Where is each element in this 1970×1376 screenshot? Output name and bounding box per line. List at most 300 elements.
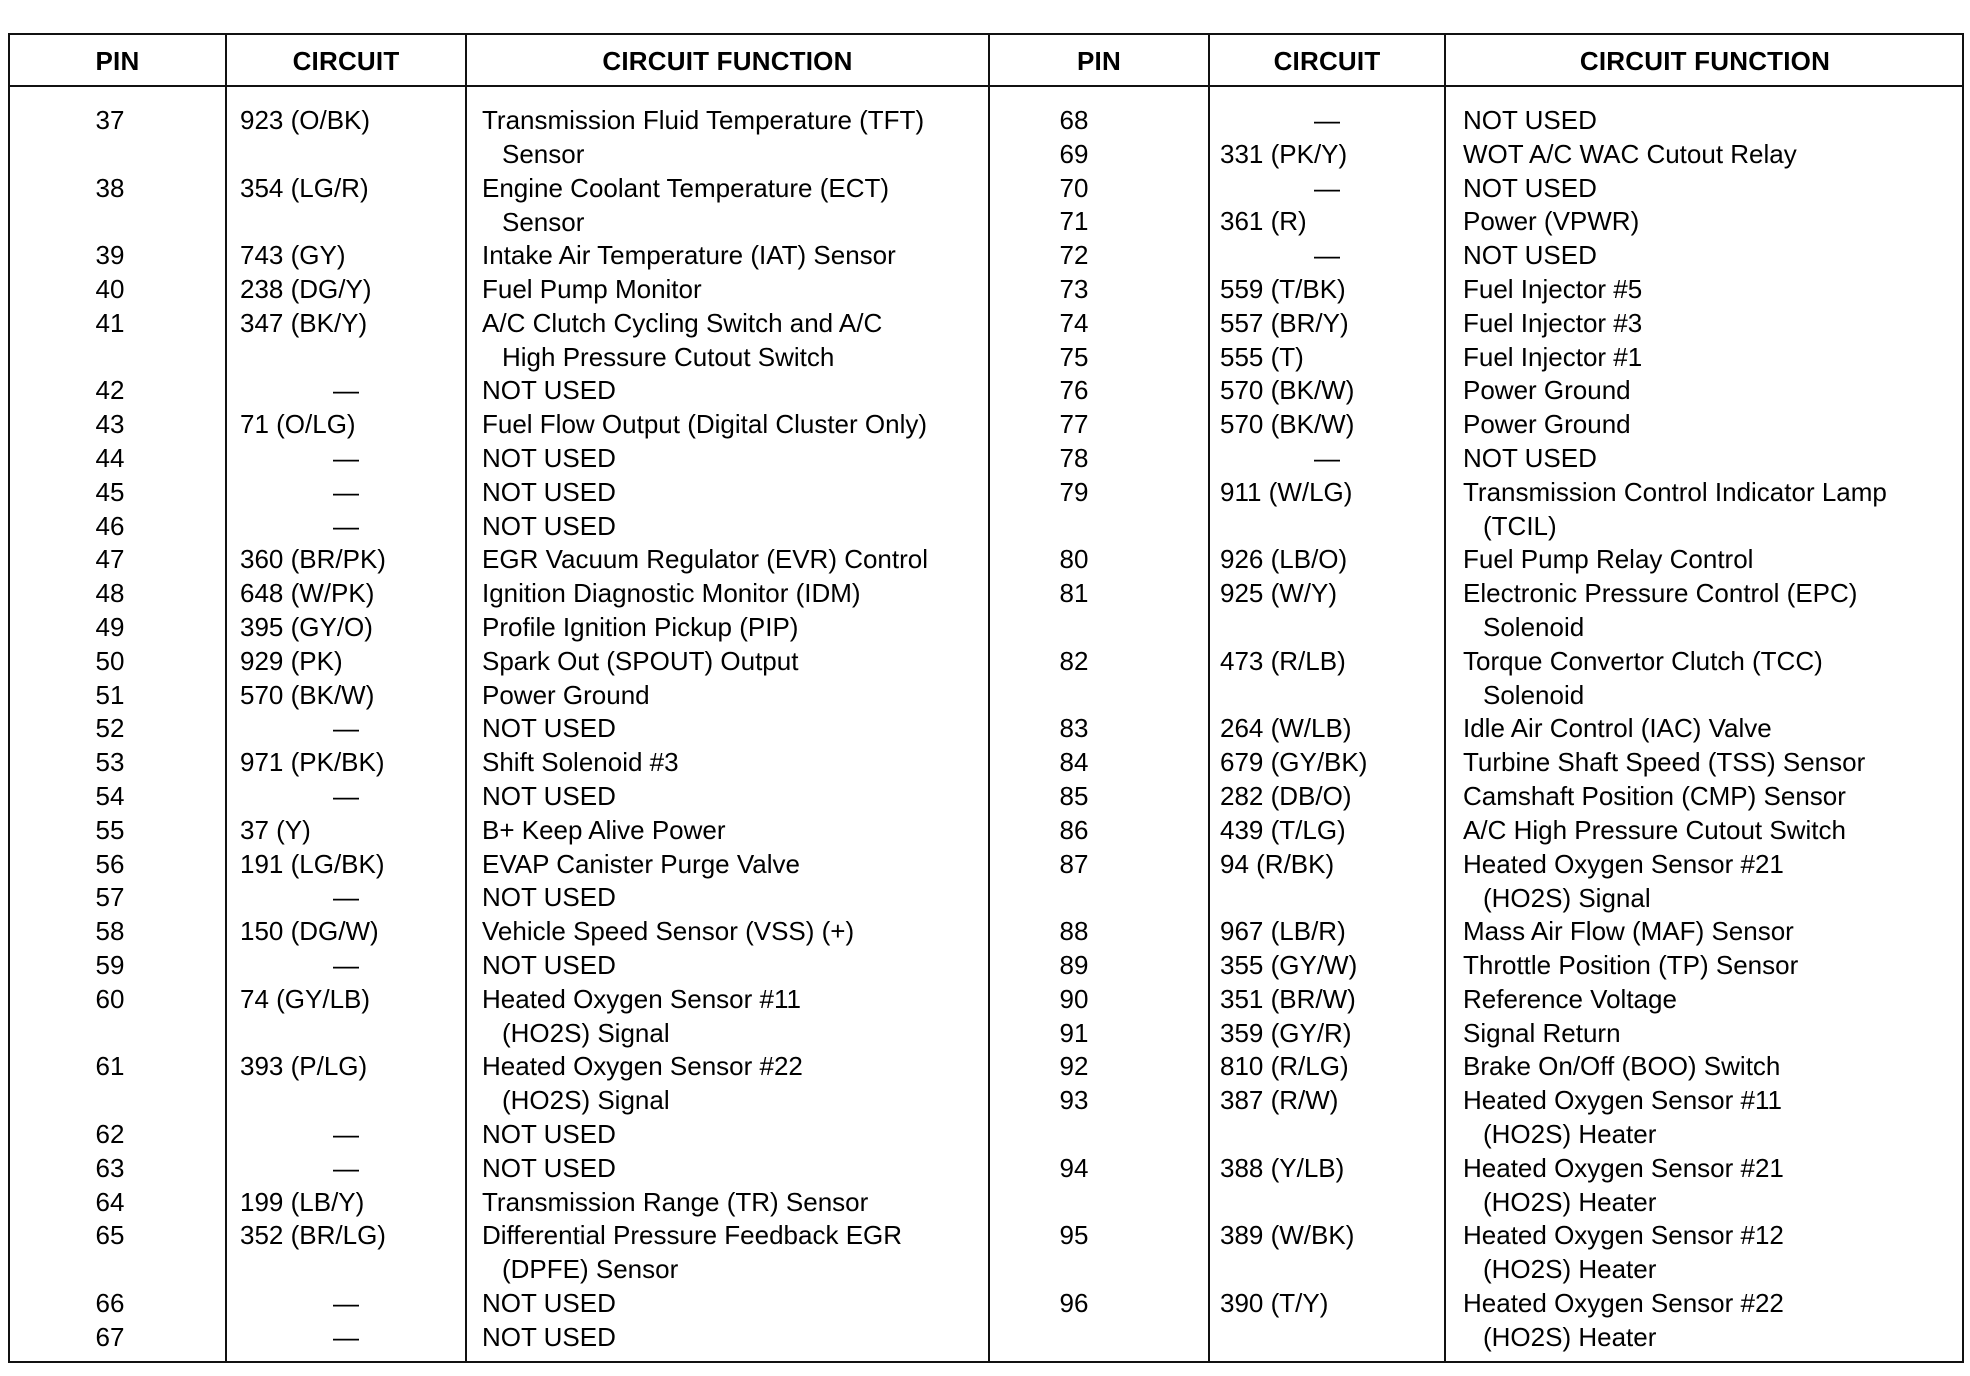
function-text: WOT A/C WAC Cutout Relay <box>1463 138 1797 169</box>
table-row <box>990 982 1964 1016</box>
function-text: Fuel Pump Relay Control <box>1463 544 1754 575</box>
function-text-continued: (HO2S) Heater <box>1483 1322 1657 1352</box>
circuit-code: 351 (BR/W) <box>1220 983 1356 1014</box>
circuit-code: 388 (Y/LB) <box>1220 1152 1345 1183</box>
circuit-code: — <box>333 950 359 980</box>
circuit-function <box>482 306 882 374</box>
pin-number: 79 <box>1059 476 1089 507</box>
circuit-code: 354 (LG/R) <box>240 172 369 203</box>
pin-number: 63 <box>95 1152 125 1183</box>
function-text: NOT USED <box>482 781 616 811</box>
pin-number: 42 <box>95 375 125 406</box>
function-text: NOT USED <box>1463 443 1597 473</box>
function-text: Power (VPWR) <box>1463 206 1640 237</box>
circuit-function <box>1463 1049 1780 1083</box>
circuit-code: 390 (T/Y) <box>1220 1288 1329 1318</box>
pin-number: 61 <box>95 1051 125 1082</box>
circuit-function <box>482 475 616 509</box>
pin-number: 78 <box>1059 443 1089 473</box>
pin-number: 84 <box>1059 747 1089 778</box>
circuit-function <box>1463 475 1887 543</box>
circuit-code: 71 (O/LG) <box>240 409 356 440</box>
circuit-code: — <box>333 510 359 541</box>
table-row <box>10 441 988 475</box>
table-row <box>990 779 1964 813</box>
function-text: Ignition Diagnostic Monitor (IDM) <box>482 578 861 609</box>
function-text: Idle Air Control (IAC) Valve <box>1463 713 1772 744</box>
circuit-code: — <box>333 375 359 406</box>
pin-number: 53 <box>95 747 125 778</box>
circuit-code: 355 (GY/W) <box>1220 950 1358 980</box>
pin-number: 74 <box>1059 307 1089 338</box>
circuit-function <box>1463 813 1846 847</box>
circuit-function <box>482 982 801 1050</box>
pin-number: 94 <box>1059 1152 1089 1183</box>
circuit-code: — <box>1314 443 1340 473</box>
pin-number: 65 <box>95 1220 125 1251</box>
pin-number: 80 <box>1059 544 1089 575</box>
circuit-function <box>482 610 798 644</box>
pin-number: 39 <box>95 240 125 271</box>
pin-number: 60 <box>95 983 125 1014</box>
circuit-code: 648 (W/PK) <box>240 578 375 609</box>
function-text-continued: (HO2S) Heater <box>1483 1186 1657 1217</box>
table-row <box>990 340 1964 374</box>
table-row <box>990 542 1964 576</box>
table-row <box>990 238 1964 272</box>
table-row <box>990 171 1964 205</box>
table-row <box>10 644 988 678</box>
circuit-code: 923 (O/BK) <box>240 105 371 135</box>
circuit-code: 331 (PK/Y) <box>1220 138 1348 169</box>
table-row <box>10 576 988 610</box>
pin-number: 87 <box>1059 848 1089 879</box>
function-text: Heated Oxygen Sensor #11 <box>482 983 801 1014</box>
table-row <box>990 644 1964 712</box>
table-row <box>10 982 988 1050</box>
function-text: Fuel Injector #3 <box>1463 307 1643 338</box>
function-text-continued: Solenoid <box>1483 612 1585 643</box>
circuit-function <box>1463 948 1798 982</box>
function-text: Power Ground <box>1463 375 1631 406</box>
function-text: NOT USED <box>482 443 616 473</box>
table-row <box>990 103 1964 137</box>
table-row <box>10 171 988 239</box>
table-row <box>990 373 1964 407</box>
circuit-function <box>482 1218 902 1286</box>
pin-number: 47 <box>95 544 125 575</box>
circuit-function <box>482 914 854 948</box>
table-row <box>990 711 1964 745</box>
circuit-function <box>482 1185 868 1219</box>
circuit-function <box>482 373 616 407</box>
function-text: Heated Oxygen Sensor #21 <box>1463 1152 1784 1183</box>
table-row <box>10 542 988 576</box>
circuit-function <box>482 171 889 239</box>
function-text-continued: (HO2S) Heater <box>1483 1119 1657 1150</box>
function-text: Throttle Position (TP) Sensor <box>1463 950 1799 980</box>
circuit-code: 191 (LG/BK) <box>240 848 385 879</box>
table-row <box>990 1286 1964 1354</box>
circuit-function <box>482 847 800 881</box>
pin-number: 92 <box>1059 1051 1089 1082</box>
function-text-continued: (HO2S) Heater <box>1483 1254 1657 1285</box>
table-row <box>990 1218 1964 1286</box>
function-text: Fuel Injector #1 <box>1463 341 1643 372</box>
pin-number: 59 <box>95 950 125 980</box>
function-text: Brake On/Off (BOO) Switch <box>1463 1051 1781 1082</box>
circuit-function <box>1463 306 1642 340</box>
circuit-function <box>482 813 726 847</box>
pin-number: 75 <box>1059 341 1089 372</box>
pin-number: 64 <box>95 1186 125 1217</box>
circuit-function <box>1463 340 1642 374</box>
circuit-function <box>1463 914 1794 948</box>
pin-number: 71 <box>1059 206 1089 237</box>
circuit-code: 264 (W/LB) <box>1220 713 1352 744</box>
table-row <box>10 475 988 509</box>
circuit-code: 360 (BR/PK) <box>240 544 386 575</box>
pin-number: 51 <box>95 679 125 710</box>
pin-number: 44 <box>95 443 125 473</box>
table-row <box>10 745 988 779</box>
function-text: Turbine Shaft Speed (TSS) Sensor <box>1463 747 1866 778</box>
circuit-function <box>482 1286 616 1320</box>
table-row <box>10 880 988 914</box>
function-text: Power Ground <box>482 679 650 710</box>
function-text: Mass Air Flow (MAF) Sensor <box>1463 916 1794 947</box>
function-text: NOT USED <box>482 1288 616 1318</box>
circuit-function <box>482 880 616 914</box>
table-row <box>10 407 988 441</box>
circuit-function <box>482 1320 616 1354</box>
pin-number: 81 <box>1059 578 1089 609</box>
table-row <box>10 610 988 644</box>
circuit-function <box>1463 204 1639 238</box>
circuit-code: 925 (W/Y) <box>1220 578 1338 609</box>
circuit-code: — <box>333 1119 359 1149</box>
pin-number: 54 <box>95 781 125 811</box>
circuit-function <box>482 779 616 813</box>
circuit-function <box>482 576 861 610</box>
circuit-function <box>482 1049 803 1117</box>
pin-number: 95 <box>1059 1220 1089 1251</box>
circuit-function <box>482 644 798 678</box>
circuit-function <box>1463 1083 1782 1151</box>
function-text: Transmission Control Indicator Lamp <box>1463 476 1887 507</box>
pin-number: 40 <box>95 274 125 304</box>
pin-number: 55 <box>95 814 125 845</box>
circuit-code: — <box>333 1152 359 1183</box>
function-text: NOT USED <box>482 510 616 541</box>
circuit-code: 967 (LB/R) <box>1220 916 1346 947</box>
pin-number: 49 <box>95 612 125 642</box>
pin-number: 67 <box>95 1321 125 1352</box>
pin-number: 68 <box>1059 105 1089 135</box>
pin-number: 89 <box>1059 950 1089 980</box>
table-row <box>990 272 1964 306</box>
function-text: NOT USED <box>482 882 616 913</box>
circuit-code: 387 (R/W) <box>1220 1085 1339 1116</box>
pin-number: 83 <box>1059 713 1089 744</box>
function-text-continued: (HO2S) Signal <box>502 1085 670 1116</box>
header-circuit: CIRCUIT <box>1273 46 1381 76</box>
table-row <box>10 1117 988 1151</box>
table-row <box>10 1151 988 1185</box>
header-pin: PIN <box>95 46 140 76</box>
table-row <box>990 948 1964 982</box>
circuit-function <box>1463 1151 1784 1219</box>
circuit-code: 570 (BK/W) <box>1220 375 1355 406</box>
function-text: NOT USED <box>482 713 616 744</box>
function-text: Heated Oxygen Sensor #11 <box>1463 1085 1782 1116</box>
circuit-code: — <box>333 1288 359 1318</box>
table-row <box>990 576 1964 644</box>
table-row <box>10 306 988 374</box>
circuit-code: 911 (W/LG) <box>1220 476 1353 507</box>
circuit-function <box>1463 373 1631 407</box>
circuit-code: 74 (GY/LB) <box>240 983 371 1014</box>
function-text: Heated Oxygen Sensor #21 <box>1463 848 1784 879</box>
table-row <box>10 509 988 543</box>
circuit-function <box>1463 441 1597 475</box>
function-text-continued: Sensor <box>502 139 585 169</box>
function-text: Fuel Flow Output (Digital Cluster Only) <box>482 409 928 440</box>
circuit-code: 393 (P/LG) <box>240 1051 368 1082</box>
function-text: Heated Oxygen Sensor #12 <box>1463 1220 1784 1251</box>
table-row <box>10 272 988 306</box>
function-text: NOT USED <box>482 950 616 980</box>
circuit-code: 439 (T/LG) <box>1220 814 1346 845</box>
function-text: NOT USED <box>482 1321 616 1352</box>
circuit-code: 570 (BK/W) <box>1220 409 1355 440</box>
table-row <box>990 813 1964 847</box>
function-text: NOT USED <box>1463 172 1597 203</box>
table-row <box>990 204 1964 238</box>
circuit-function <box>1463 137 1797 171</box>
circuit-function <box>482 711 616 745</box>
function-text: Engine Coolant Temperature (ECT) <box>482 172 890 203</box>
function-text: NOT USED <box>482 375 616 406</box>
circuit-code: 679 (GY/BK) <box>1220 747 1368 778</box>
left-half <box>10 35 988 1361</box>
header-circuit: CIRCUIT <box>292 46 400 76</box>
circuit-code: — <box>333 882 359 913</box>
function-text-continued: (HO2S) Signal <box>502 1017 670 1048</box>
function-text: Shift Solenoid #3 <box>482 747 679 778</box>
pinout-table <box>8 33 1964 1363</box>
circuit-code: — <box>1314 172 1340 203</box>
function-text: Transmission Fluid Temperature (TFT) <box>482 105 925 135</box>
circuit-function <box>482 238 896 272</box>
function-text: A/C Clutch Cycling Switch and A/C <box>482 307 883 338</box>
circuit-code: — <box>333 781 359 811</box>
table-row <box>10 1286 988 1320</box>
pin-number: 69 <box>1059 138 1089 169</box>
circuit-code: 150 (DG/W) <box>240 916 379 947</box>
circuit-code: 929 (PK) <box>240 645 343 676</box>
circuit-code: 359 (GY/R) <box>1220 1017 1352 1048</box>
right-half <box>990 35 1964 1361</box>
circuit-code: 570 (BK/W) <box>240 679 375 710</box>
table-row <box>10 1218 988 1286</box>
function-text: B+ Keep Alive Power <box>482 814 726 845</box>
circuit-code: 926 (LB/O) <box>1220 544 1348 575</box>
function-text: Electronic Pressure Control (EPC) <box>1463 578 1858 609</box>
pin-number: 70 <box>1059 172 1089 203</box>
pin-number: 62 <box>95 1119 125 1149</box>
circuit-code: 352 (BR/LG) <box>240 1220 386 1251</box>
function-text: Signal Return <box>1463 1017 1621 1048</box>
table-row <box>10 948 988 982</box>
circuit-function <box>482 948 616 982</box>
function-text: NOT USED <box>1463 240 1597 271</box>
circuit-function <box>1463 1016 1621 1050</box>
circuit-code: — <box>1314 105 1340 135</box>
circuit-code: 199 (LB/Y) <box>240 1186 365 1217</box>
circuit-function <box>1463 745 1865 779</box>
circuit-code: 555 (T) <box>1220 341 1304 372</box>
circuit-function <box>1463 982 1677 1016</box>
pin-number: 88 <box>1059 916 1089 947</box>
table-row <box>990 407 1964 441</box>
circuit-code: 361 (R) <box>1220 206 1307 237</box>
table-row <box>10 914 988 948</box>
circuit-function <box>1463 711 1772 745</box>
pin-number: 46 <box>95 510 125 541</box>
function-text: Fuel Pump Monitor <box>482 274 702 304</box>
table-row <box>990 1083 1964 1151</box>
pin-number: 77 <box>1059 409 1089 440</box>
circuit-code: 94 (R/BK) <box>1220 848 1335 879</box>
circuit-function <box>482 272 702 306</box>
circuit-function <box>482 1151 616 1185</box>
table-row <box>10 238 988 272</box>
pin-number: 96 <box>1059 1288 1089 1318</box>
circuit-code: 238 (DG/Y) <box>240 274 372 304</box>
function-text: NOT USED <box>482 1152 616 1183</box>
pin-number: 43 <box>95 409 125 440</box>
function-text: Power Ground <box>1463 409 1631 440</box>
circuit-function <box>482 441 616 475</box>
table-row <box>10 847 988 881</box>
table-row <box>10 711 988 745</box>
header-circuit-function: CIRCUIT FUNCTION <box>1579 46 1831 76</box>
circuit-function <box>1463 272 1642 306</box>
function-text-continued: Sensor <box>502 206 585 237</box>
circuit-function <box>482 509 616 543</box>
circuit-code: — <box>1314 240 1340 271</box>
function-text: EVAP Canister Purge Valve <box>482 848 800 879</box>
function-text: Spark Out (SPOUT) Output <box>482 645 799 676</box>
circuit-code: 743 (GY) <box>240 240 346 271</box>
table-row <box>10 678 988 712</box>
circuit-function <box>482 1117 616 1151</box>
pin-number: 82 <box>1059 645 1089 676</box>
pin-number: 48 <box>95 578 125 609</box>
pin-number: 73 <box>1059 274 1089 304</box>
circuit-code: 37 (Y) <box>240 814 311 845</box>
table-row <box>990 475 1964 543</box>
function-text: Heated Oxygen Sensor #22 <box>482 1051 803 1082</box>
function-text: Fuel Injector #5 <box>1463 274 1643 304</box>
table-row <box>10 373 988 407</box>
table-row <box>10 1185 988 1219</box>
function-text-continued: (TCIL) <box>1483 510 1557 541</box>
function-text: Camshaft Position (CMP) Sensor <box>1463 781 1846 811</box>
table-row <box>10 1320 988 1354</box>
table-row <box>990 1049 1964 1083</box>
circuit-function <box>1463 1218 1784 1286</box>
function-text-continued: (DPFE) Sensor <box>502 1254 679 1285</box>
pin-number: 52 <box>95 713 125 744</box>
pin-number: 86 <box>1059 814 1089 845</box>
circuit-function <box>1463 576 1857 644</box>
circuit-code: 810 (R/LG) <box>1220 1051 1349 1082</box>
function-text: NOT USED <box>482 476 616 507</box>
table-row <box>990 914 1964 948</box>
function-text: NOT USED <box>482 1119 616 1149</box>
circuit-function <box>1463 103 1597 137</box>
circuit-function <box>1463 1286 1784 1354</box>
pin-number: 41 <box>95 307 125 338</box>
table-row <box>990 1016 1964 1050</box>
pin-number: 93 <box>1059 1085 1089 1116</box>
table-row <box>990 306 1964 340</box>
function-text-continued: (HO2S) Signal <box>1483 882 1651 913</box>
pin-number: 66 <box>95 1288 125 1318</box>
circuit-code: 559 (T/BK) <box>1220 274 1346 304</box>
header-circuit-function: CIRCUIT FUNCTION <box>602 46 853 76</box>
circuit-function <box>482 678 650 712</box>
function-text: NOT USED <box>1463 105 1597 135</box>
circuit-code: 473 (R/LB) <box>1220 645 1346 676</box>
circuit-function <box>1463 171 1597 205</box>
circuit-code: — <box>333 713 359 744</box>
circuit-function <box>1463 847 1784 915</box>
function-text: Intake Air Temperature (IAT) Sensor <box>482 240 896 271</box>
circuit-code: 282 (DB/O) <box>1220 781 1352 811</box>
circuit-function <box>482 542 928 576</box>
function-text: Reference Voltage <box>1463 983 1677 1014</box>
pin-number: 38 <box>95 172 125 203</box>
circuit-function <box>1463 407 1631 441</box>
table-row <box>990 441 1964 475</box>
function-text: Differential Pressure Feedback EGR <box>482 1220 903 1251</box>
pin-number: 91 <box>1059 1017 1089 1048</box>
circuit-code: 347 (BK/Y) <box>240 307 368 338</box>
function-text-continued: High Pressure Cutout Switch <box>502 341 835 372</box>
circuit-function <box>1463 238 1597 272</box>
circuit-function <box>1463 779 1846 813</box>
pin-number: 50 <box>95 645 125 676</box>
table-row <box>10 1049 988 1117</box>
pin-number: 90 <box>1059 983 1089 1014</box>
circuit-function <box>482 103 924 171</box>
pin-number: 76 <box>1059 375 1089 406</box>
function-text: EGR Vacuum Regulator (EVR) Control <box>482 544 929 575</box>
table-row <box>10 779 988 813</box>
pin-number: 56 <box>95 848 125 879</box>
table-row <box>990 847 1964 915</box>
circuit-code: 557 (BR/Y) <box>1220 307 1349 338</box>
function-text: Transmission Range (TR) Sensor <box>482 1186 869 1217</box>
function-text-continued: Solenoid <box>1483 679 1585 710</box>
pin-number: 45 <box>95 476 125 507</box>
circuit-code: — <box>333 443 359 473</box>
circuit-function <box>1463 542 1753 576</box>
function-text: Heated Oxygen Sensor #22 <box>1463 1288 1784 1318</box>
